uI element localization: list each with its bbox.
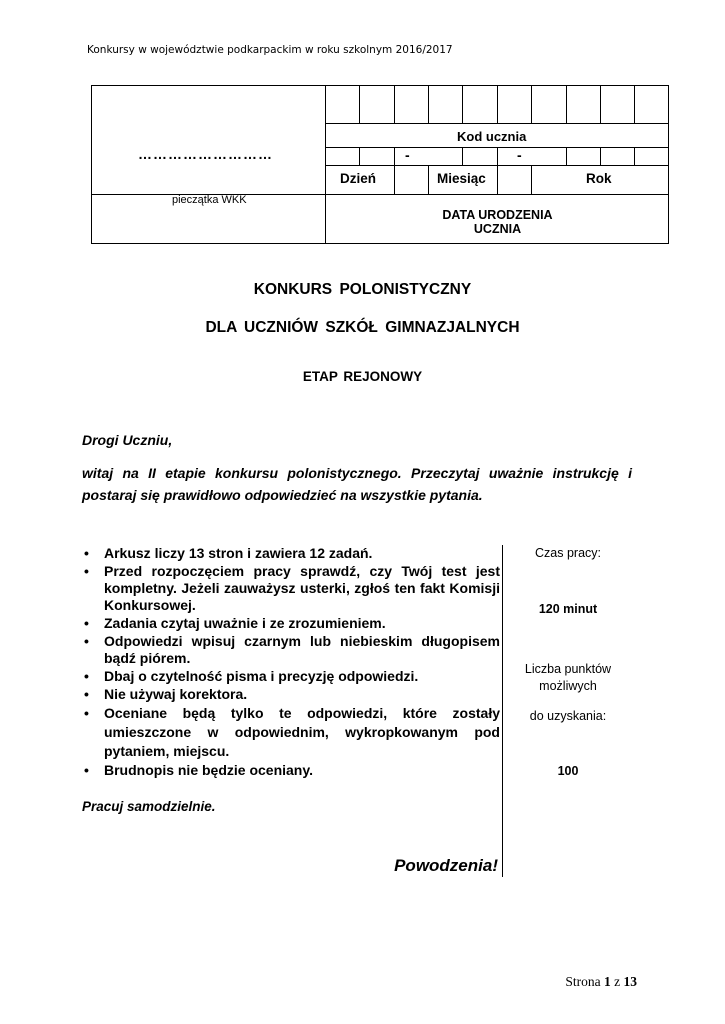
rule-item: • Brudnopis nie będzie oceniany. bbox=[82, 762, 500, 779]
rule-item: • Oceniane będą tylko te odpowiedzi, które zostały umieszczone w odpowiednim, wykropkowanym pod pytaniem, miejscu. bbox=[82, 704, 500, 761]
points-label-1: Liczba punktów bbox=[524, 662, 612, 676]
rule-item: • Arkusz liczy 13 stron i zawiera 12 zadań. bbox=[82, 545, 500, 562]
student-info-table bbox=[91, 85, 669, 244]
points-label-2: możliwych bbox=[539, 679, 597, 693]
day-label: Dzień bbox=[340, 171, 377, 186]
rule-item: • Nie używaj korektora. bbox=[82, 686, 500, 703]
time-value: 120 minut bbox=[538, 602, 598, 616]
page-sep: z bbox=[614, 974, 621, 989]
page-total: 13 bbox=[623, 974, 637, 989]
page-prefix: Strona bbox=[565, 974, 601, 989]
title-stage: ETAP REJONOWY bbox=[302, 369, 423, 384]
good-luck: Powodzenia! bbox=[394, 856, 498, 875]
time-label: Czas pracy: bbox=[535, 546, 601, 560]
date-dash-1: - bbox=[405, 147, 410, 163]
work-alone-note: Pracuj samodzielnie. bbox=[82, 799, 216, 814]
student-code-label: Kod ucznia bbox=[457, 129, 527, 144]
stamp-dots: ……………………… bbox=[138, 146, 273, 162]
birth-date-label bbox=[326, 208, 669, 236]
points-label-3: do uzyskania: bbox=[529, 709, 607, 723]
date-dash-2: - bbox=[517, 147, 522, 163]
rules-list bbox=[82, 545, 500, 780]
title-audience: DLA UCZNIÓW SZKÓŁ GIMNAZJALNYCH bbox=[205, 319, 520, 336]
rule-item: • Odpowiedzi wpisuj czarnym lub niebieskim długopisem bądź piórem. bbox=[82, 633, 500, 667]
month-label: Miesiąc bbox=[437, 171, 486, 186]
birth-date-line1: DATA URODZENIA bbox=[442, 208, 553, 222]
rule-item: • Zadania czytaj uważnie i ze zrozumieniem. bbox=[82, 615, 500, 632]
page-current: 1 bbox=[604, 974, 611, 989]
points-value: 100 bbox=[557, 764, 579, 778]
page-number bbox=[540, 974, 637, 990]
year-label: Rok bbox=[586, 171, 612, 186]
stamp-label: pieczątka WKK bbox=[172, 194, 247, 206]
header-note: Konkursy w województwie podkarpackim w roku szkolnym 2016/2017 bbox=[87, 44, 453, 56]
rule-item: • Dbaj o czytelność pisma i precyzję odpowiedzi. bbox=[82, 668, 500, 685]
birth-date-line2: UCZNIA bbox=[473, 222, 522, 236]
rule-item: • Przed rozpoczęciem pracy sprawdź, czy Twój test jest kompletny. Jeżeli zauważysz usterki, zgłoś ten fakt Komisji Konkursowej. bbox=[82, 563, 500, 614]
greeting: Drogi Uczniu, bbox=[82, 432, 173, 448]
intro-text: witaj na II etapie konkursu polonistycznego. Przeczytaj uważnie instrukcję i postaraj się prawidłowo odpowiedzieć na wszystkie pytania. bbox=[82, 465, 632, 503]
title-competition: KONKURS POLONISTYCZNY bbox=[253, 281, 472, 298]
